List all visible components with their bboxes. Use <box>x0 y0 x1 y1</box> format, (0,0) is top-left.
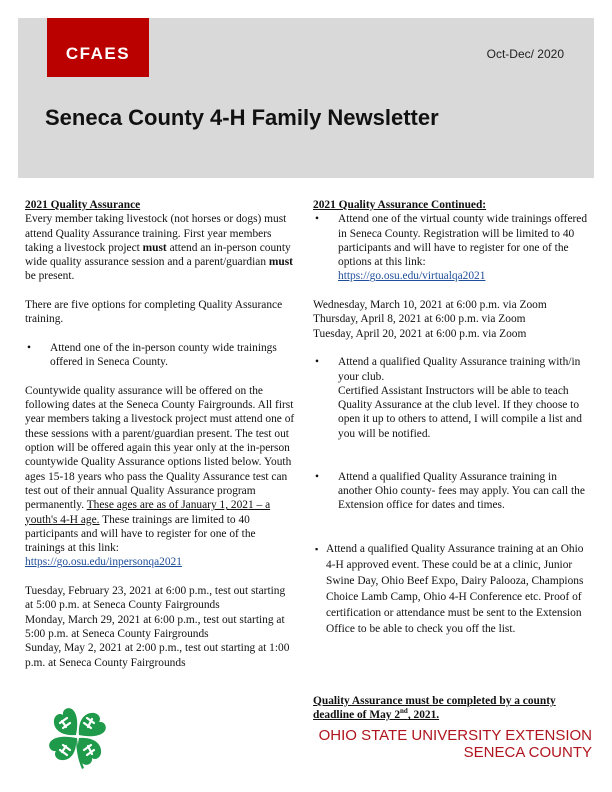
virtual-registration-link[interactable]: https://go.osu.edu/virtualqa2021 <box>338 270 486 283</box>
options-intro: There are five options for completing Quality Assurance training. <box>25 299 283 326</box>
bullet-icon: • <box>315 356 319 369</box>
virtual-session-date: Tuesday, April 20, 2021 at 6:00 p.m. via Zoom <box>313 327 527 340</box>
in-person-registration-link[interactable]: https://go.osu.edu/inpersonqa2021 <box>25 556 182 569</box>
4-h-clover-icon <box>47 706 109 770</box>
age-note: These ages are as of January 1, 2021 – a youth's 4-H age. <box>25 499 271 526</box>
session-date: Tuesday, February 23, 2021 at 6:00 p.m., test out starting at 5:00 p.m. at Seneca County Fairgrounds <box>25 585 286 612</box>
virtual-session-date: Thursday, April 8, 2021 at 6:00 p.m. via Zoom <box>313 313 526 326</box>
emphasis-must: must <box>142 241 167 254</box>
option-approved-event: ▪ Attend a qualified Quality Assurance training at an Ohio 4-H approved event. These could be at a clinic, Junior Swine Day, Ohio Beef Expo, Dairy Palooza, Champions Choice Lamb Camp, Ohio 4-H Conference etc. Proof of certification or attendance must be sent to the Extension Office to be able to check you off the list. <box>315 543 584 636</box>
deadline-notice: Quality Assurance must be completed by a county deadline of May 2nd, 2021. <box>313 695 556 722</box>
countywide-paragraph: Countywide quality assurance will be offered on the following dates at the Seneca County Fairgrounds. All first year members taking a livestock project must attend one of these sessions with a parent/guardian present. The test out option will be offered again this year only at the in-person countywide Quality Assurance options listed below. Youth ages 15-18 years who pass the Quality Assurance test can test out of their annual Quality Assurance program permanently. These ages are as of January 1, 2021 – a youth's 4-H age. These trainings are limited to 40 participants and will have to register for one of the trainings at this link: https://go.osu.edu/inpersonqa2021 <box>25 384 295 569</box>
option-other-county: • Attend a qualified Quality Assurance training in another Ohio county- fees may apply. You can call the Extension office for dates and times. <box>315 470 585 512</box>
section-heading: 2021 Quality Assurance <box>25 199 141 211</box>
bullet-icon: • <box>315 213 319 226</box>
cfaes-logo-text: CFAES <box>65 44 131 63</box>
bullet-icon: • <box>315 470 319 483</box>
osu-extension-signature: OHIO STATE UNIVERSITY EXTENSION SENECA COUNTY <box>318 727 592 761</box>
bullet-icon: • <box>27 341 31 354</box>
left-column <box>25 198 295 670</box>
section-heading-continued: 2021 Quality Assurance Continued: <box>313 199 487 211</box>
page-title: Seneca County 4-H Family Newsletter <box>45 105 439 130</box>
right-column <box>313 198 591 637</box>
issue-date: Oct-Dec/ 2020 <box>486 47 564 61</box>
session-date: Monday, March 29, 2021 at 6:00 p.m., test out starting at 5:00 p.m. at Seneca County Fairgrounds <box>25 613 285 640</box>
option-club: • Attend a qualified Quality Assurance training with/in your club. Certified Assistant Instructors will be able to teach Quality Assurance at the club level. If they choose to open it up to others to attend, I will compile a list and you will be notified. <box>315 356 582 440</box>
intro-paragraph: Every member taking livestock (not horses or dogs) must attend Quality Assurance training. First year members taking a livestock project must attend an in-person county wide quality assurance session and a parent/guardian must be present. <box>25 213 293 283</box>
square-bullet-icon: ▪ <box>315 544 319 555</box>
emphasis-must: must <box>268 256 293 269</box>
virtual-session-date: Wednesday, March 10, 2021 at 6:00 p.m. via Zoom <box>313 299 547 312</box>
option-virtual: • Attend one of the virtual county wide trainings offered in Seneca County. Registration will be limited to 40 participants and will have to register for one of the options at this link: https://go.osu.edu/virtualqa2021 <box>315 213 588 283</box>
session-date: Sunday, May 2, 2021 at 2:00 p.m., test out starting at 1:00 p.m. at Seneca County Fairgrounds <box>25 642 290 669</box>
option-in-person: • Attend one of the in-person county wide trainings offered in Seneca County. <box>27 341 277 369</box>
